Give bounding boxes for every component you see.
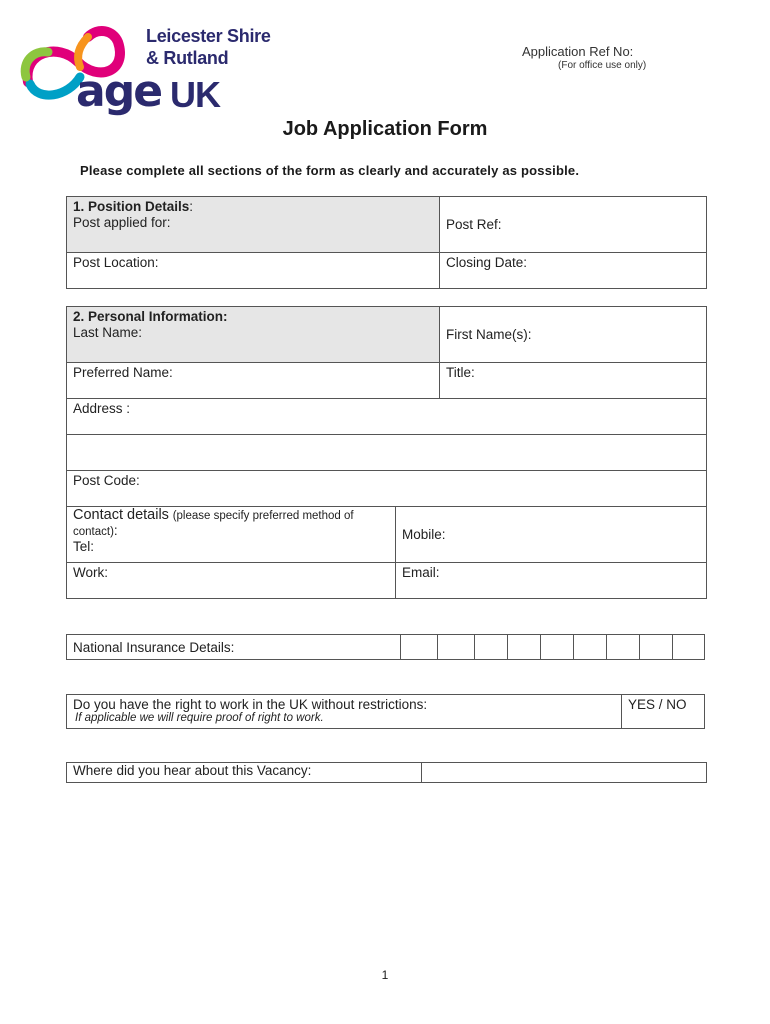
first-names-field[interactable] <box>440 307 707 363</box>
age-uk-logo <box>18 22 278 127</box>
email-field[interactable] <box>396 563 707 599</box>
position-details-header-cell <box>67 197 440 253</box>
title-field[interactable] <box>440 363 707 399</box>
org-name-line1: Leicester Shire <box>146 26 271 46</box>
preferred-name-label: Preferred Name: <box>73 365 173 380</box>
vacancy-source-field[interactable] <box>422 763 707 783</box>
tel-field[interactable] <box>67 507 396 563</box>
position-details-table <box>66 196 707 289</box>
preferred-name-field[interactable] <box>67 363 440 399</box>
logo-age-word: age <box>76 66 162 117</box>
right-to-work-question-cell <box>67 695 622 729</box>
vacancy-question-cell <box>67 763 422 783</box>
ni-digit-box[interactable] <box>673 635 705 660</box>
address-line-2-field[interactable] <box>67 435 707 471</box>
section2-heading: 2. Personal Information: <box>73 309 228 324</box>
closing-date-label: Closing Date: <box>446 255 528 270</box>
vacancy-question: Where did you hear about this Vacancy: <box>73 763 312 778</box>
ni-digit-box[interactable] <box>574 635 607 660</box>
ni-digit-box[interactable] <box>438 635 475 660</box>
mobile-field[interactable] <box>396 507 707 563</box>
post-location-field[interactable] <box>67 253 440 289</box>
ni-label: National Insurance Details: <box>73 639 235 655</box>
section1-heading: 1. Position Details <box>73 199 190 214</box>
right-to-work-table <box>66 694 705 729</box>
contact-details-label: Contact details <box>73 507 169 523</box>
ni-digit-box[interactable] <box>640 635 673 660</box>
email-label: Email: <box>402 565 440 580</box>
mobile-label: Mobile: <box>402 527 446 542</box>
ni-digit-box[interactable] <box>475 635 508 660</box>
vacancy-source-table <box>66 762 707 783</box>
closing-date-field[interactable] <box>440 253 707 289</box>
ni-label-cell <box>67 635 401 660</box>
application-ref-label: Application Ref No: <box>522 44 634 59</box>
address-field[interactable] <box>67 399 707 435</box>
ni-digit-box[interactable] <box>508 635 541 660</box>
intro-text: Please complete all sections of the form as clearly and accurately as possible. <box>80 163 580 178</box>
yes-no-field[interactable] <box>622 695 705 729</box>
org-name-line2: & Rutland <box>146 48 229 68</box>
yes-no-label: YES / NO <box>628 697 687 712</box>
address-label: Address : <box>73 401 131 416</box>
section1-heading-colon: : <box>189 199 194 214</box>
personal-information-table <box>66 306 707 599</box>
title-label: Title: <box>446 365 475 380</box>
personal-info-header-cell <box>67 307 440 363</box>
tel-label: Tel: <box>73 539 95 554</box>
ni-digit-box[interactable] <box>541 635 574 660</box>
post-code-field[interactable] <box>67 471 707 507</box>
national-insurance-table <box>66 634 705 660</box>
post-code-label: Post Code: <box>73 473 140 488</box>
page-number: 1 <box>381 968 389 982</box>
post-ref-label: Post Ref: <box>446 217 502 232</box>
post-location-label: Post Location: <box>73 255 159 270</box>
ni-digit-box[interactable] <box>607 635 640 660</box>
right-to-work-note: If applicable we will require proof of right to work. <box>75 712 324 724</box>
post-ref-field[interactable] <box>440 197 707 253</box>
ni-digit-box[interactable] <box>401 635 438 660</box>
work-phone-field[interactable] <box>67 563 396 599</box>
post-applied-for-label: Post applied for: <box>73 215 171 230</box>
first-names-label: First Name(s): <box>446 327 532 342</box>
work-label: Work: <box>73 565 109 580</box>
contact-details-note: (please specify preferred method of contact) <box>73 510 354 538</box>
right-to-work-question: Do you have the right to work in the UK without restrictions: <box>73 697 428 712</box>
logo-uk-word: UK <box>170 74 220 115</box>
last-name-label: Last Name: <box>73 325 143 340</box>
page-title: Job Application Form <box>282 118 488 140</box>
contact-details-colon: : <box>113 523 118 538</box>
office-use-note: (For office use only) <box>558 60 647 71</box>
